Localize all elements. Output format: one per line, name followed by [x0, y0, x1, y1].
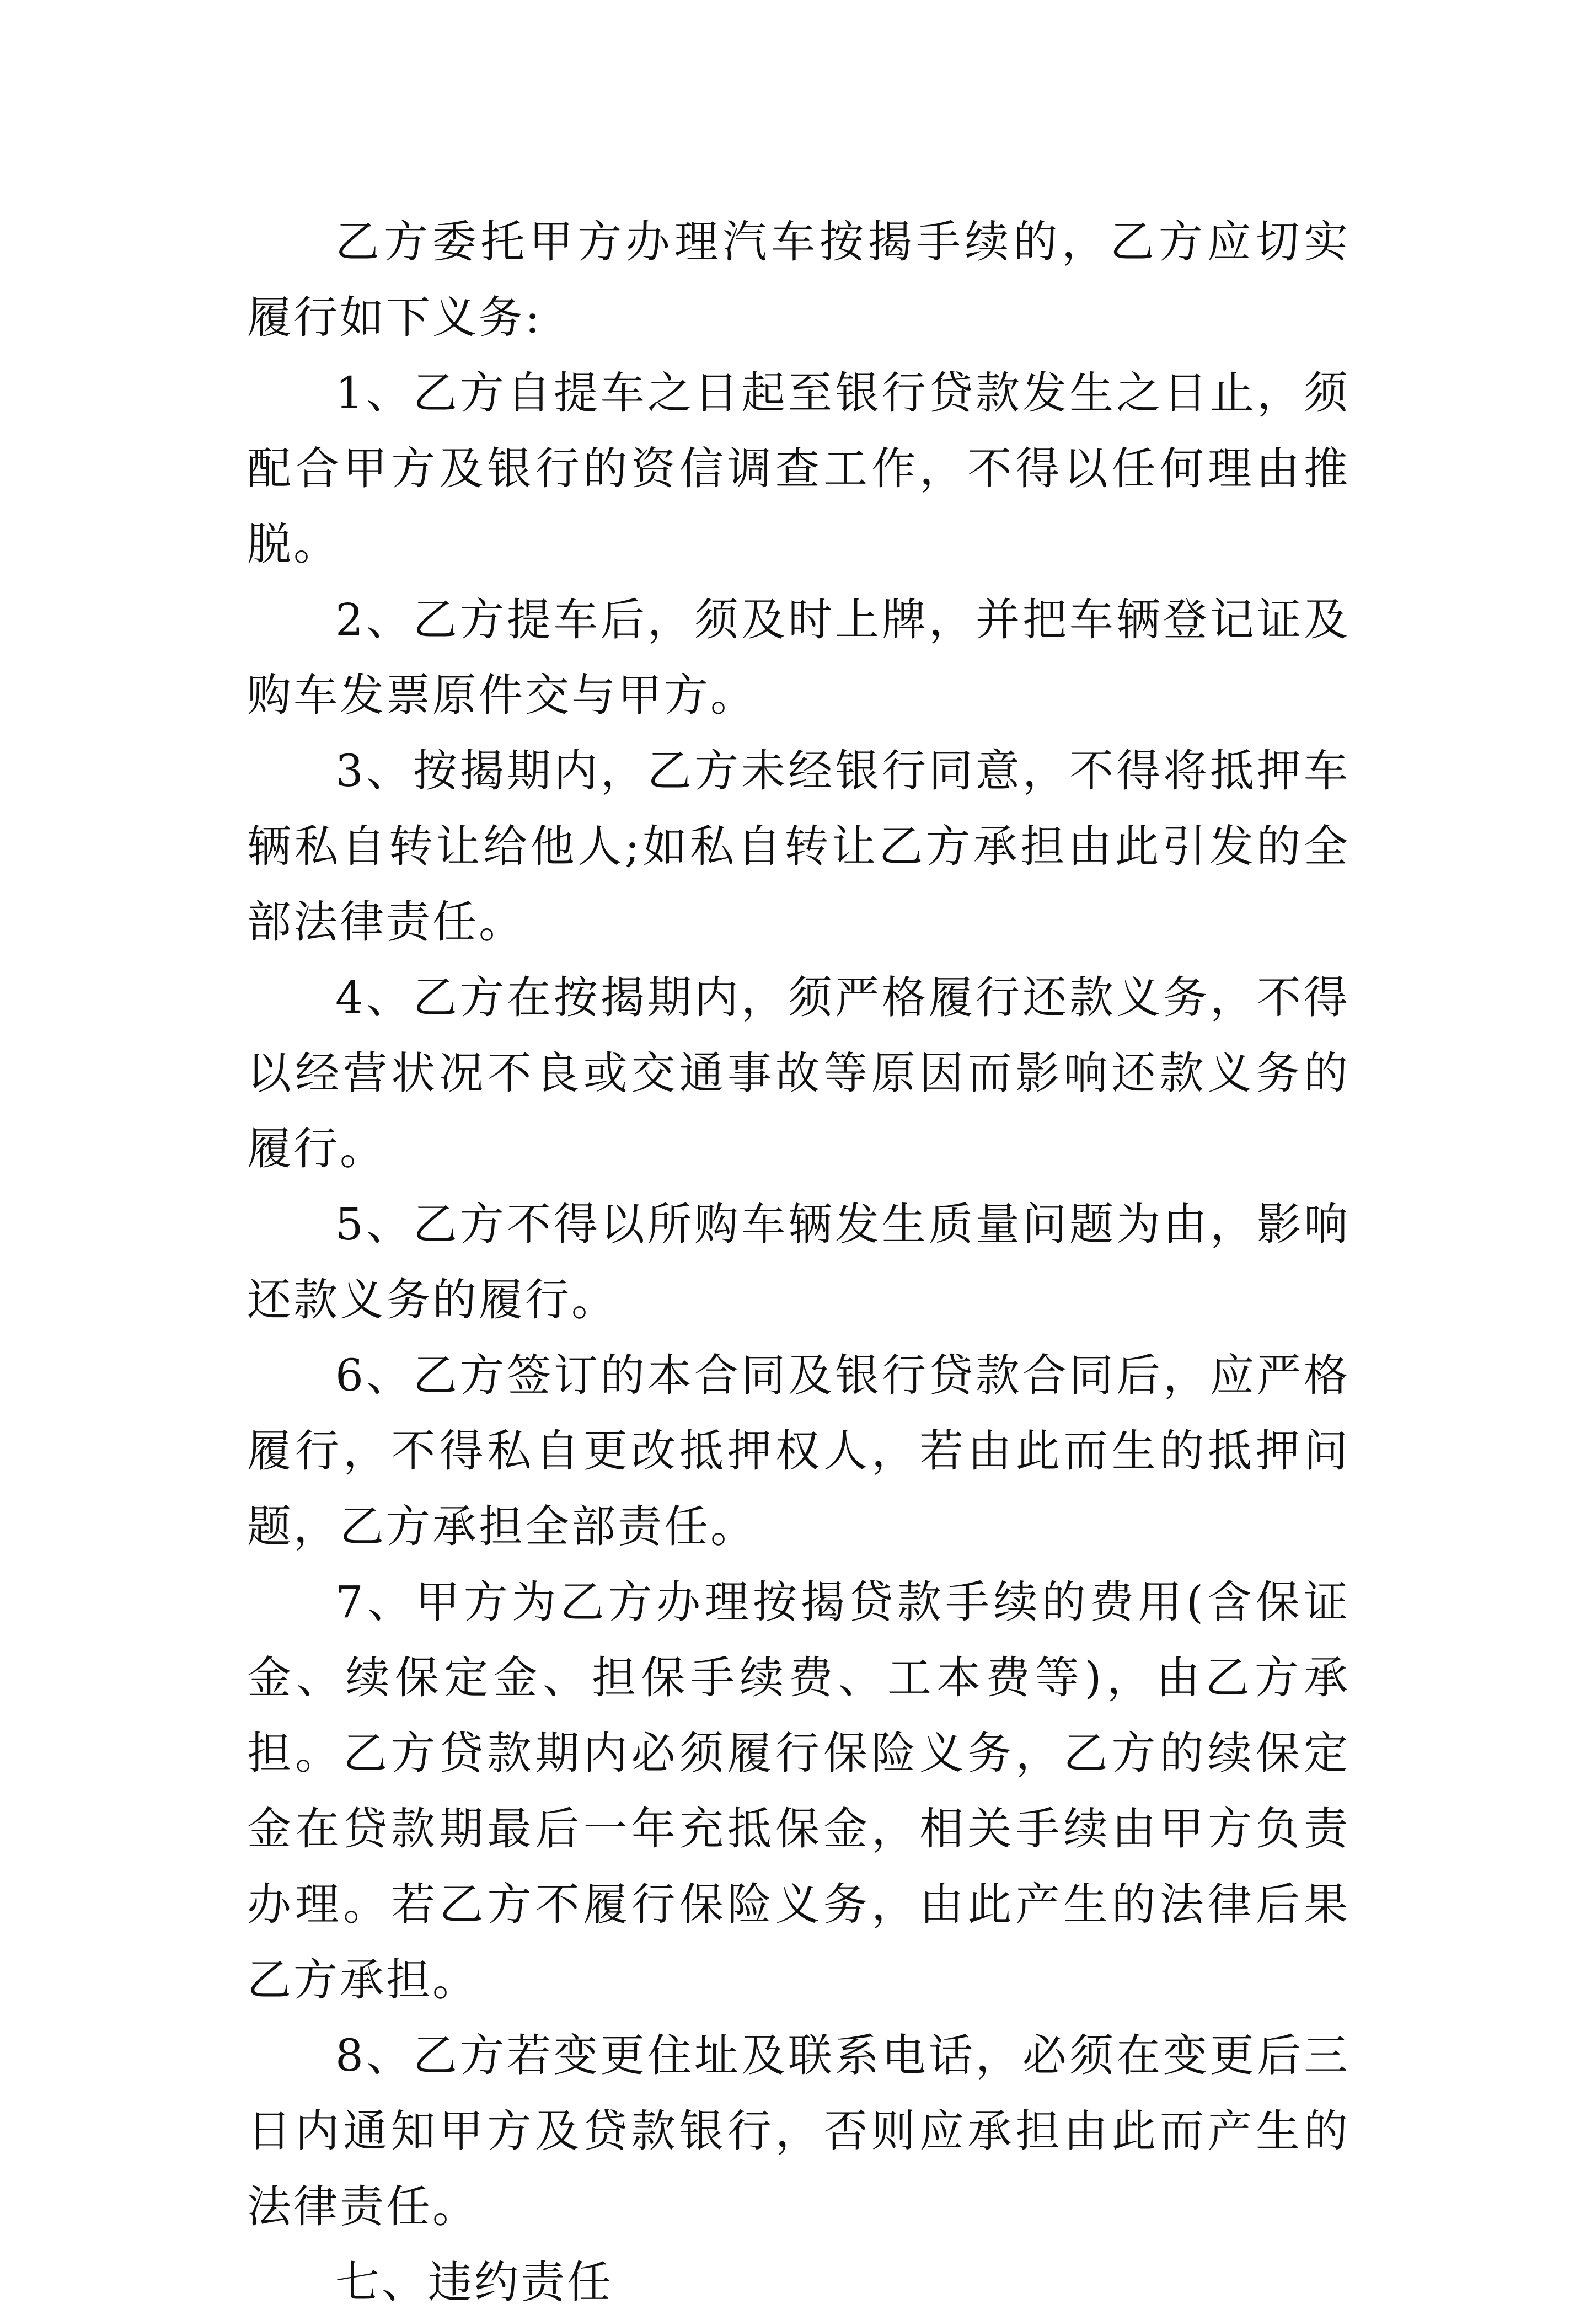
clause-6-paragraph: 6、乙方签订的本合同及银行贷款合同后，应严格履行，不得私自更改抵押权人，若由此而生的抵押问题，乙方承担全部责任。	[247, 1350, 1350, 1552]
clause-7-paragraph: 7、甲方为乙方办理按揭贷款手续的费用(含保证金、续保定金、担保手续费、工本费等)，由乙方承担。乙方贷款期内必须履行保险义务，乙方的续保定金在贷款期最后一年充抵保金，相关手续由甲方负责办理。若乙方不履行保险义务，由此产生的法律后果乙方承担。	[247, 1576, 1350, 2006]
clause-8-paragraph: 8、乙方若变更住址及联系电话，必须在变更后三日内通知甲方及贷款银行，否则应承担由此而产生的法律责任。	[247, 2030, 1350, 2232]
clause-2-paragraph: 2、乙方提车后，须及时上牌，并把车辆登记证及购车发票原件交与甲方。	[247, 594, 1350, 721]
clause-1-paragraph: 1、乙方自提车之日起至银行贷款发生之日止，须配合甲方及银行的资信调查工作，不得以任何理由推脱。	[247, 367, 1350, 570]
clause-4-paragraph: 4、乙方在按揭期内，须严格履行还款义务，不得以经营状况不良或交通事故等原因而影响还款义务的履行。	[247, 972, 1350, 1174]
section-heading-breach: 七、违约责任	[335, 2257, 613, 2308]
document-page	[247, 204, 1350, 2320]
clause-5-paragraph: 5、乙方不得以所购车辆发生质量问题为由，影响还款义务的履行。	[247, 1199, 1350, 1325]
intro-paragraph: 乙方委托甲方办理汽车按揭手续的，乙方应切实履行如下义务:	[247, 216, 1350, 343]
clause-3-paragraph: 3、按揭期内，乙方未经银行同意，不得将抵押车辆私自转让给他人;如私自转让乙方承担由此引发的全部法律责任。	[247, 745, 1350, 948]
